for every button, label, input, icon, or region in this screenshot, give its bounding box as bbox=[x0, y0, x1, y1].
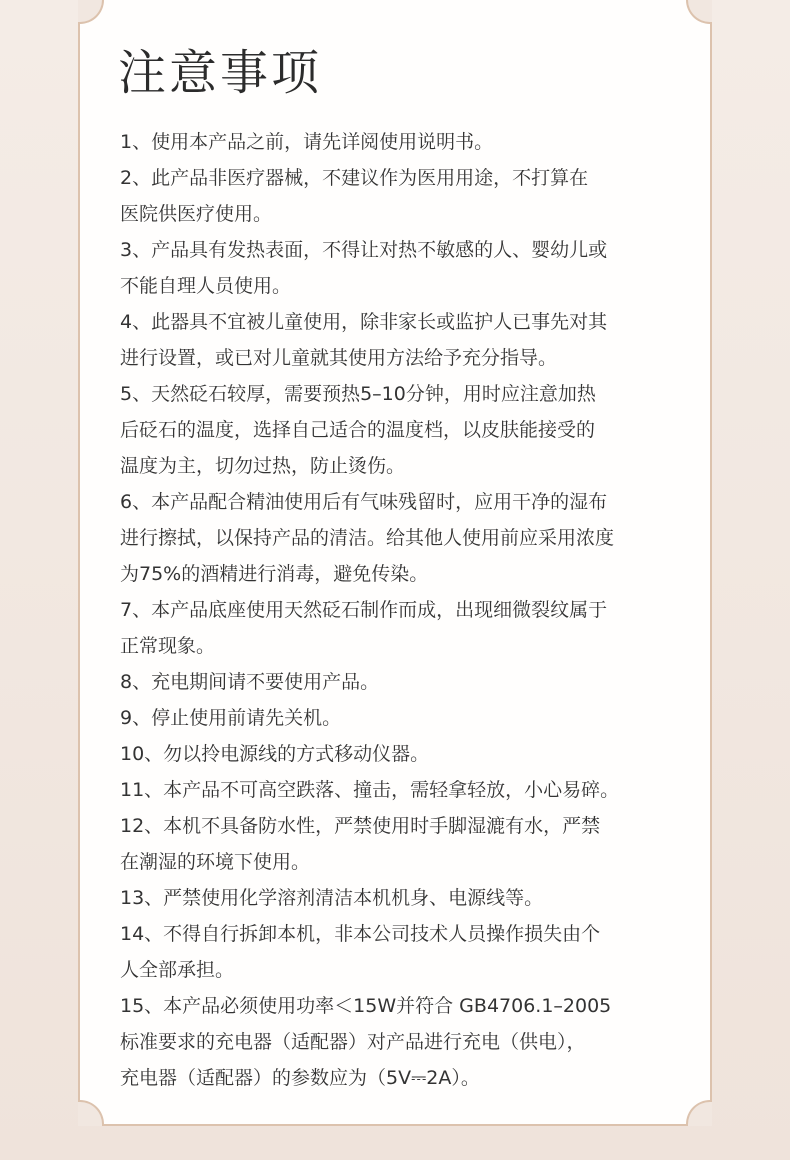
note-line: 医院供医疗使用。 bbox=[120, 203, 273, 225]
note-line: 2、此产品非医疗器械，不建议作为医用用途，不打算在 bbox=[120, 167, 589, 189]
note-line: 11、本产品不可高空跌落、撞击，需轻拿轻放，小心易碎。 bbox=[120, 779, 620, 801]
note-line: 6、本产品配合精油使用后有气味残留时，应用干净的湿布 bbox=[120, 491, 608, 513]
note-item bbox=[120, 232, 700, 304]
note-line: 10、勿以拎电源线的方式移动仪器。 bbox=[120, 743, 430, 765]
corner-ornament bbox=[686, 1100, 712, 1126]
note-line: 1、使用本产品之前，请先详阅使用说明书。 bbox=[120, 131, 494, 153]
note-line: 进行设置，或已对儿童就其使用方法给予充分指导。 bbox=[120, 347, 558, 369]
note-line: 进行擦拭，以保持产品的清洁。给其他人使用前应采用浓度 bbox=[120, 527, 615, 549]
notes-list bbox=[120, 124, 700, 1096]
corner-ornament bbox=[78, 1100, 104, 1126]
note-line: 5、天然砭石较厚，需要预热5–10分钟，用时应注意加热 bbox=[120, 383, 596, 405]
note-line: 8、充电期间请不要使用产品。 bbox=[120, 671, 380, 693]
corner-ornament bbox=[686, 0, 712, 24]
note-line: 正常现象。 bbox=[120, 635, 216, 657]
note-item bbox=[120, 916, 700, 988]
note-item bbox=[120, 700, 700, 736]
note-item bbox=[120, 124, 700, 160]
note-line: 为75%的酒精进行消毒，避免传染。 bbox=[120, 563, 429, 585]
note-line: 9、停止使用前请先关机。 bbox=[120, 707, 342, 729]
note-item bbox=[120, 304, 700, 376]
corner-ornament bbox=[78, 0, 104, 24]
notice-card bbox=[78, 0, 712, 1126]
note-item bbox=[120, 376, 700, 484]
note-item bbox=[120, 988, 700, 1096]
note-item bbox=[120, 808, 700, 880]
note-line: 3、产品具有发热表面，不得让对热不敏感的人、婴幼儿或 bbox=[120, 239, 608, 261]
note-item bbox=[120, 484, 700, 592]
note-item bbox=[120, 772, 700, 808]
note-line: 不能自理人员使用。 bbox=[120, 275, 292, 297]
note-line: 后砭石的温度，选择自己适合的温度档，以皮肤能接受的 bbox=[120, 419, 596, 441]
note-line: 7、本产品底座使用天然砭石制作而成，出现细微裂纹属于 bbox=[120, 599, 608, 621]
note-line: 标准要求的充电器（适配器）对产品进行充电（供电）， bbox=[120, 1031, 586, 1053]
note-line: 14、不得自行拆卸本机，非本公司技术人员操作损失由个 bbox=[120, 923, 601, 945]
note-item bbox=[120, 592, 700, 664]
note-item bbox=[120, 880, 700, 916]
note-line: 温度为主，切勿过热，防止烫伤。 bbox=[120, 455, 406, 477]
note-line: 12、本机不具备防水性，严禁使用时手脚湿漉有水，严禁 bbox=[120, 815, 601, 837]
page-title: 注意事项 bbox=[118, 45, 323, 101]
note-line: 在潮湿的环境下使用。 bbox=[120, 851, 311, 873]
note-line: 人全部承担。 bbox=[120, 959, 235, 981]
note-line: 13、严禁使用化学溶剂清洁本机机身、电源线等。 bbox=[120, 887, 544, 909]
note-line: 15、本产品必须使用功率＜15W并符合 GB4706.1–2005 bbox=[120, 995, 612, 1017]
note-item bbox=[120, 160, 700, 232]
note-item bbox=[120, 664, 700, 700]
note-item bbox=[120, 736, 700, 772]
note-line: 4、此器具不宜被儿童使用，除非家长或监护人已事先对其 bbox=[120, 311, 608, 333]
note-line: 充电器（适配器）的参数应为（5V⎓2A）。 bbox=[120, 1067, 480, 1089]
